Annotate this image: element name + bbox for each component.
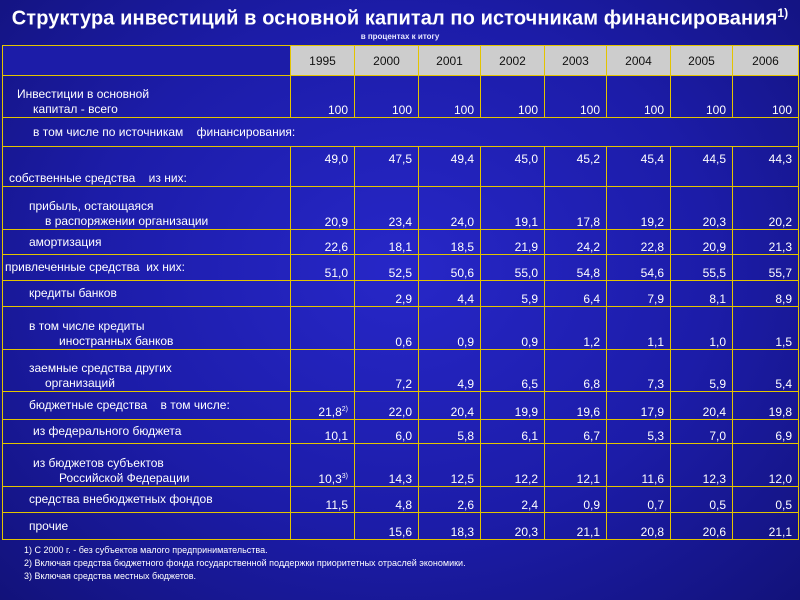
footnote: 3) Включая средства местных бюджетов. [24,571,197,581]
table-cell: 15,6 [355,513,419,540]
table-cell: 21,3 [733,230,799,255]
table-cell: 17,8 [545,187,607,230]
table-cell: 17,9 [607,392,671,420]
row-label-text: из федерального бюджета [33,424,182,438]
table-cell: 20,4 [671,392,733,420]
table-cell: 0,9 [419,307,481,350]
table-cell: 20,2 [733,187,799,230]
table-cell: 8,9 [733,281,799,307]
row-label [3,487,291,513]
year-header: 2003 [545,46,607,76]
table-cell: 0,9 [481,307,545,350]
table-cell: 7,0 [671,420,733,444]
table-cell: 22,6 [291,230,355,255]
table-cell: 7,9 [607,281,671,307]
table-cell: 18,3 [419,513,481,540]
table-cell: 54,8 [545,255,607,281]
table-cell: 20,9 [291,187,355,230]
row-label [3,118,799,147]
table-row-incl [3,118,799,147]
table-cell: 20,8 [607,513,671,540]
row-label-line: в том числе кредиты [29,319,145,333]
table-cell: 6,8 [545,350,607,392]
row-label-line: иностранных банков [59,334,174,348]
table-cell: 7,3 [607,350,671,392]
table-cell: 2,4 [481,487,545,513]
table-cell: 4,9 [419,350,481,392]
page-subtitle: в процентах к итогу [360,32,440,41]
year-header: 2001 [419,46,481,76]
table-cell: 55,7 [733,255,799,281]
table-cell [291,392,355,420]
table-cell: 100 [733,76,799,118]
row-label [3,513,291,540]
table-cell: 4,4 [419,281,481,307]
table-cell: 6,1 [481,420,545,444]
year-header: 2004 [607,46,671,76]
table-cell: 5,9 [671,350,733,392]
table-cell: 0,9 [545,487,607,513]
cell-value: 10,3 [318,472,342,486]
year-header: 2000 [355,46,419,76]
row-label-line: Российской Федерации [59,471,190,485]
year-header: 2005 [671,46,733,76]
table-cell: 6,4 [545,281,607,307]
table-cell: 20,9 [671,230,733,255]
table-cell: 0,5 [733,487,799,513]
table-cell: 19,8 [733,392,799,420]
table-cell: 47,5 [355,147,419,187]
year-header: 2002 [481,46,545,76]
table-cell: 2,9 [355,281,419,307]
table-cell: 20,4 [419,392,481,420]
title-text: Структура инвестиций в основной капитал по источникам финансирования [11,7,778,30]
table-cell: 12,1 [545,444,607,487]
row-label [3,230,291,255]
table-row-profit [3,187,799,230]
row-label-text: прочие [29,518,69,533]
table-row-own [3,147,799,187]
table-cell: 54,6 [607,255,671,281]
table-cell: 100 [291,76,355,118]
row-label [3,392,291,420]
table-row-budget [3,392,799,420]
table-cell: 52,5 [355,255,419,281]
table-cell: 19,9 [481,392,545,420]
row-label [3,350,291,392]
investment-table [2,45,799,540]
table-row-amort [3,230,799,255]
footnote: 1) С 2000 г. - без субъектов малого предпринимательства. [24,545,268,555]
table-cell [291,281,355,307]
table-cell: 44,5 [671,147,733,187]
cell-value: 21,8 [318,405,342,419]
footnote: 2) Включая средства бюджетного фонда государственной поддержки приоритетных отраслей экономики. [24,558,466,568]
table-cell: 7,2 [355,350,419,392]
table-cell: 8,1 [671,281,733,307]
table-row-foreign [3,307,799,350]
table-cell: 10,1 [291,420,355,444]
row-label-line: прибыль, остающаяся [29,199,154,213]
table-cell: 20,3 [481,513,545,540]
year-header: 1995 [291,46,355,76]
table-cell: 19,2 [607,187,671,230]
row-label-line: в распоряжении организации [45,214,209,228]
table-cell: 100 [481,76,545,118]
table-cell [291,444,355,487]
table-cell: 6,7 [545,420,607,444]
table-cell: 5,4 [733,350,799,392]
table-cell: 19,1 [481,187,545,230]
table-cell: 5,9 [481,281,545,307]
footnotes [24,544,466,583]
table-cell: 51,0 [291,255,355,281]
row-label [3,76,291,118]
table-cell: 11,5 [291,487,355,513]
footnote-mark: 2) [341,406,348,413]
footnote-mark: 3) [341,473,348,480]
page-title [0,6,800,31]
table-cell: 20,3 [671,187,733,230]
table-cell: 4,8 [355,487,419,513]
table-cell: 21,9 [481,230,545,255]
table-cell: 100 [355,76,419,118]
table-cell: 0,5 [671,487,733,513]
table-cell: 49,0 [291,147,355,187]
table-cell: 21,1 [733,513,799,540]
row-label-text: амортизация [29,234,102,249]
row-label-text: кредиты банков [29,286,117,300]
table-row-bank [3,281,799,307]
table-cell: 45,4 [607,147,671,187]
table-cell: 22,8 [607,230,671,255]
row-label-text: бюджетные средства в том числе: [29,398,230,412]
table-cell: 100 [607,76,671,118]
year-header: 2006 [733,46,799,76]
table-cell: 1,2 [545,307,607,350]
table-cell: 5,3 [607,420,671,444]
table-cell: 1,5 [733,307,799,350]
table-cell: 55,5 [671,255,733,281]
table-cell: 20,6 [671,513,733,540]
table-cell: 6,0 [355,420,419,444]
table-cell: 0,7 [607,487,671,513]
row-label-text: в том числе по источникам финансирования: [33,125,296,139]
table-cell: 1,0 [671,307,733,350]
row-label-line: Инвестиции в основной [17,87,150,101]
table-cell: 21,1 [545,513,607,540]
table-cell: 5,8 [419,420,481,444]
table-cell: 12,5 [419,444,481,487]
row-label-text: средства внебюджетных фондов [29,492,213,506]
table-cell: 100 [419,76,481,118]
table-cell: 22,0 [355,392,419,420]
table-row-regional [3,444,799,487]
table-cell: 24,2 [545,230,607,255]
table-row-other [3,513,799,540]
table-cell: 44,3 [733,147,799,187]
table-cell: 1,1 [607,307,671,350]
table-cell [291,513,355,540]
table-cell: 45,2 [545,147,607,187]
row-label-line: капитал - всего [33,102,118,116]
table-cell: 100 [545,76,607,118]
table-cell: 12,0 [733,444,799,487]
table-cell: 23,4 [355,187,419,230]
row-label: собственные средства из них: [3,147,291,187]
table-cell: 6,5 [481,350,545,392]
row-label-line: организаций [45,376,115,390]
header-row [3,46,799,76]
table-row-extrabudget [3,487,799,513]
table-cell: 12,2 [481,444,545,487]
table-cell: 18,1 [355,230,419,255]
table-cell: 100 [671,76,733,118]
table-cell: 18,5 [419,230,481,255]
table-cell: 6,9 [733,420,799,444]
table-cell [291,307,355,350]
table-cell: 50,6 [419,255,481,281]
table-cell [291,350,355,392]
table-cell: 24,0 [419,187,481,230]
table-row-total [3,76,799,118]
row-label [3,187,291,230]
table-cell: 45,0 [481,147,545,187]
header-corner [3,46,291,76]
table-row-borrowed [3,350,799,392]
row-label-line: заемные средства других [29,361,172,375]
row-label [3,420,291,444]
row-label [3,307,291,350]
table-cell: 11,6 [607,444,671,487]
row-label [3,281,291,307]
table-cell: 55,0 [481,255,545,281]
row-label-line: из бюджетов субъектов [33,456,164,470]
table-row-attracted [3,255,799,281]
table-cell: 14,3 [355,444,419,487]
title-footnote-mark: 1) [777,6,789,20]
row-label: привлеченные средства их них: [3,255,291,281]
table-cell: 2,6 [419,487,481,513]
table-row-federal [3,420,799,444]
table-cell: 0,6 [355,307,419,350]
row-label [3,444,291,487]
table-cell: 12,3 [671,444,733,487]
table-cell: 19,6 [545,392,607,420]
table-cell: 49,4 [419,147,481,187]
